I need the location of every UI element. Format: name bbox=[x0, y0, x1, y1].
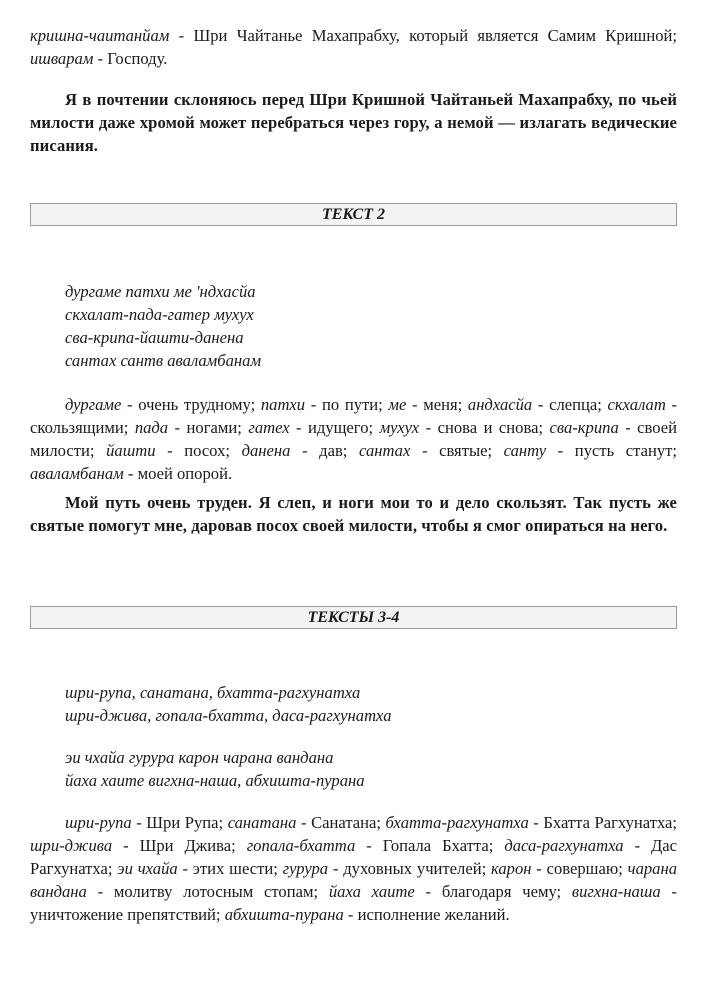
term-translation: - дав; bbox=[290, 441, 360, 460]
sanskrit-term: гопала-бхатта bbox=[246, 836, 356, 855]
sanskrit-term: санту bbox=[503, 441, 547, 460]
term-translation: - своей милости; bbox=[30, 418, 678, 460]
verse-line: сантах сантв аваламбанам bbox=[65, 351, 262, 370]
sanskrit-term: карон bbox=[491, 859, 532, 878]
sanskrit-term: бхатта-рагхунатха bbox=[385, 813, 529, 832]
term-translation: - снова и снова; bbox=[419, 418, 550, 437]
verse-text-3-4b bbox=[65, 746, 665, 792]
term-translation: - святые; bbox=[410, 441, 504, 460]
sanskrit-term: андхасйа bbox=[467, 395, 533, 414]
sanskrit-term: йашти bbox=[106, 441, 156, 460]
term-translation: - благодаря чему; bbox=[414, 882, 572, 901]
term-translation: - меня; bbox=[406, 395, 468, 414]
sanskrit-term: даса-рагхунатха bbox=[504, 836, 624, 855]
synonyms-paragraph-1 bbox=[30, 24, 677, 70]
section-header-texts-3-4: ТЕКСТЫ 3-4 bbox=[30, 606, 677, 629]
sanskrit-term: гурура bbox=[282, 859, 329, 878]
term-translation: - Шри Чайтанье Махапрабху, который является Самим Кришной; bbox=[169, 26, 677, 45]
section-header-text-2: ТЕКСТ 2 bbox=[30, 203, 677, 226]
sanskrit-term: аваламбанам bbox=[30, 464, 124, 483]
sanskrit-term: мухух bbox=[379, 418, 420, 437]
term-translation: - молитву лотосным стопам; bbox=[86, 882, 329, 901]
sanskrit-term: эи чхайа bbox=[117, 859, 178, 878]
verse-text-2 bbox=[65, 280, 665, 372]
sanskrit-term: шри-джива bbox=[30, 836, 113, 855]
translation-text-1: Я в почтении склоняюсь перед Шри Кришной Чайтаньей Махапрабху, по чьей милости даже хромой может перебраться через гору, а немой — излагать ведические писания. bbox=[30, 90, 677, 155]
term-translation: - Дас Рагхунатха; bbox=[30, 836, 678, 878]
term-translation: - очень трудному; bbox=[121, 395, 261, 414]
term-translation: - Гопала Бхатта; bbox=[355, 836, 505, 855]
sanskrit-term: сантах bbox=[359, 441, 411, 460]
sanskrit-term: абхишта-пурана bbox=[224, 905, 344, 924]
sanskrit-term: йаха хаите bbox=[328, 882, 415, 901]
sanskrit-term: пада bbox=[134, 418, 169, 437]
translation-text-2: Мой путь очень труден. Я слеп, и ноги мои то и дело скользят. Так пусть же святые помогут мне, даровав посох своей милости, чтобы я смог опираться на него. bbox=[30, 493, 677, 535]
verse-line: сва-крипа-йашти-данена bbox=[65, 328, 244, 347]
verse-line: скхалат-пада-гатер мухух bbox=[65, 305, 254, 324]
synonyms-paragraph-3-4 bbox=[30, 811, 677, 926]
sanskrit-term: сва-крипа bbox=[549, 418, 619, 437]
sanskrit-term: ишварам bbox=[30, 49, 94, 68]
term-translation: - моей опорой. bbox=[123, 464, 233, 483]
term-translation: - скользящими; bbox=[30, 395, 678, 437]
sanskrit-term: патхи bbox=[260, 395, 306, 414]
sanskrit-term: шри-рупа bbox=[65, 813, 132, 832]
verse-line: дургаме патхи ме 'ндхасйа bbox=[65, 282, 256, 301]
term-translation: - Господу. bbox=[93, 49, 168, 68]
term-translation: - по пути; bbox=[305, 395, 389, 414]
term-translation: - идущего; bbox=[289, 418, 380, 437]
term-translation: - духовных учителей; bbox=[328, 859, 491, 878]
term-translation: - уничтожение препятствий; bbox=[30, 882, 677, 924]
term-translation: - исполнение желаний. bbox=[343, 905, 510, 924]
verse-text-3-4a bbox=[65, 681, 665, 727]
verse-line: шри-джива, гопала-бхатта, даса-рагхунатха bbox=[65, 706, 392, 725]
sanskrit-term: гатех bbox=[248, 418, 290, 437]
verse-line: йаха хаите вигхна-наша, абхишта-пурана bbox=[65, 771, 365, 790]
sanskrit-term: скхалат bbox=[607, 395, 666, 414]
term-translation: - совершаю; bbox=[531, 859, 628, 878]
sanskrit-term: ме bbox=[388, 395, 407, 414]
sanskrit-term: дургаме bbox=[65, 395, 122, 414]
term-translation: - Бхатта Рагхунатха; bbox=[528, 813, 677, 832]
sanskrit-term: санатана bbox=[227, 813, 297, 832]
verse-line: шри-рупа, санатана, бхатта-рагхунатха bbox=[65, 683, 361, 702]
synonyms-paragraph-2 bbox=[30, 393, 677, 485]
term-translation: - Шри Рупа; bbox=[131, 813, 228, 832]
term-translation: - слепца; bbox=[532, 395, 608, 414]
term-translation: - пусть станут; bbox=[546, 441, 677, 460]
sanskrit-term: данена bbox=[241, 441, 291, 460]
term-translation: - ногами; bbox=[168, 418, 249, 437]
sanskrit-term: кришна-чаитанйам bbox=[30, 26, 170, 45]
term-translation: - Шри Джива; bbox=[112, 836, 247, 855]
verse-line: эи чхайа гурура карон чарана вандана bbox=[65, 748, 334, 767]
sanskrit-term: вигхна-наша bbox=[571, 882, 661, 901]
sanskrit-term: чарана вандана bbox=[30, 859, 677, 901]
term-translation: - посох; bbox=[155, 441, 242, 460]
term-translation: - этих шести; bbox=[177, 859, 283, 878]
term-translation: - Санатана; bbox=[296, 813, 386, 832]
